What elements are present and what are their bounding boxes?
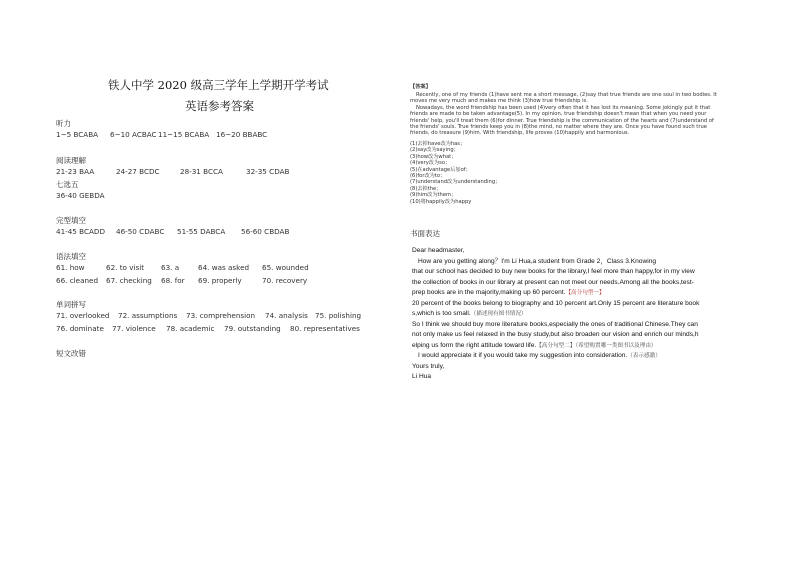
correction-answer: (3)how改为what； — [410, 153, 457, 160]
reading-answers — [56, 167, 356, 177]
spelling-row-1 — [56, 311, 366, 321]
essay-line: So I think we should buy more literature books,especially the ones of traditional Chinese.They can — [412, 320, 698, 328]
answer-group: 21-23 BAA — [56, 167, 95, 176]
grammar-row-1 — [56, 263, 356, 273]
answer-group: 36-40 GEBDA — [56, 191, 105, 200]
cloze-answers — [56, 227, 356, 237]
correction-answer: (7)understand改为understanding； — [410, 179, 501, 186]
correction-heading: 短文改错 — [56, 349, 86, 358]
essay-text: s,which is too small. — [412, 310, 471, 317]
spelling-answer: 78. academic — [166, 324, 215, 333]
essay-line: the collection of books in our library at present can not meet our needs.Among all the books,test- — [412, 278, 694, 286]
correction-answer: (5)在advantage后加of； — [410, 166, 471, 173]
spelling-row-2 — [56, 324, 366, 334]
spelling-answer: 74. analysis — [265, 311, 308, 320]
answer-group: 51-55 DABCA — [177, 227, 226, 236]
spelling-answer: 73. comprehension — [186, 311, 256, 320]
passage-line: friends are made to be taken advantage(5). In my opinion, true friendship doesn't mean that when you need your — [410, 111, 707, 118]
cloze-heading: 完型填空 — [56, 216, 86, 225]
passage-line: moves me very much and makes me think (3)how true friendship is. — [410, 98, 588, 105]
passage-line: Recently, one of my friends (1)have sent me a short message, (2)say that true friends are one soul in two bodies. It — [416, 92, 717, 98]
essay-line — [412, 309, 782, 320]
spelling-answer: 76. dominate — [56, 324, 104, 333]
essay-line: Li Hua — [412, 373, 432, 380]
correction-answer: (6)for改为to； — [410, 173, 446, 180]
grammar-answer: 61. how — [56, 263, 85, 272]
listening-answers — [56, 130, 356, 140]
answer-group: 1~5 BCABA — [56, 130, 99, 139]
essay-line — [412, 288, 782, 299]
passage-line: friends, do treasure (9)him. With friendship, life proves (10)happily and harmonious. — [410, 130, 630, 137]
spelling-answer: 80. representatives — [290, 324, 360, 333]
answer-group: 46-50 CDABC — [116, 227, 165, 236]
essay-line: Yours truly, — [412, 362, 445, 370]
grammar-answer: 63. a — [161, 263, 180, 272]
answer-group: 16~20 BBABC — [216, 130, 268, 139]
reading-heading: 阅读理解 — [56, 156, 86, 165]
correction-answer: (4)very改为so； — [410, 160, 451, 167]
essay-line — [412, 341, 782, 352]
spelling-answer: 71. overlooked — [56, 311, 110, 320]
grammar-answer: 62. to visit — [106, 263, 145, 272]
essay-line: not only make us feel relaxed in the busy study,but also broaden our vision and enrich our minds,h — [412, 331, 699, 338]
correction-answer: (9)him改为them； — [410, 192, 457, 199]
grammar-answer: 64. was asked — [198, 263, 250, 272]
passage-line: Nowadays, the word friendship has been used (4)very often that it has lost its meaning. Some jokingly put it that — [416, 104, 711, 111]
correction-answer: (10)将happily改为happy — [410, 198, 472, 205]
answer-group: 32-35 CDAB — [246, 167, 290, 176]
essay-line — [412, 351, 782, 362]
correction-answer: (1)去掉have改为has； — [410, 141, 466, 147]
essay — [412, 246, 782, 383]
answer-group: 11~15 BCABA — [158, 130, 210, 139]
grammar-answer: 65. wounded — [262, 263, 309, 272]
exam-title: 铁人中学 2020 级高三学年上学期开学考试 — [108, 78, 329, 92]
essay-line: 20 percent of the books belong to biography and 10 percent art.Only 15 percent are literature book — [412, 299, 700, 307]
essay-line: that our school has decided to buy new books for the library,I feel more than happy,for in my view — [412, 268, 695, 275]
grammar-answer: 67. checking — [106, 276, 152, 285]
essay-text: prep books are in the majority,making up 60 percent. — [412, 289, 566, 296]
spelling-answer: 72. assumptions — [118, 311, 178, 320]
grammar-answer: 68. for — [161, 276, 185, 285]
spelling-answer: 75. polishing — [315, 311, 362, 320]
grammar-answer: 66. cleaned — [56, 276, 99, 285]
passage-line: friends' help, you'll treat them (6)for dinner. True friendship is the communication of the hearts and (7)understand of — [410, 117, 714, 124]
essay-text: elping us form the right attitude toward life. — [412, 341, 537, 349]
correction-answer: (2)say改为saying； — [410, 147, 459, 154]
correction-passage — [410, 92, 760, 137]
answer-group: 56-60 CBDAB — [241, 227, 290, 236]
essay-line: How are you getting along？I'm Li Hua,a student from Grade 2，Class 3.Knowing — [418, 257, 657, 265]
grammar-answer: 69. properly — [198, 276, 242, 285]
essay-line: Dear headmaster, — [412, 247, 465, 254]
spelling-answer: 79. outstanding — [224, 324, 281, 333]
correction-answer: (8)去掉the； — [410, 185, 442, 192]
answer-group: 41-45 BCADD — [56, 227, 105, 236]
grammar-heading: 语法填空 — [56, 252, 86, 261]
writing-heading: 书面表达 — [410, 229, 440, 238]
high-score-note: 【高分句型一】 — [565, 290, 605, 296]
essay-text: I would appreciate it if you would take my suggestion into consideration. — [418, 352, 628, 359]
spelling-answer: 77. violence — [112, 324, 156, 333]
seven-choose-five-heading: 七选五 — [56, 180, 79, 189]
grammar-answer: 70. recovery — [262, 276, 308, 285]
grammar-row-2 — [56, 276, 356, 286]
spelling-heading: 单词拼写 — [56, 300, 86, 309]
annotation-note: （表示感激） — [627, 353, 661, 359]
passage-line: the friends' souls. True friends keep you in (8)the mind, no matter where they are. Once you have found such true — [410, 124, 707, 131]
answer-key-title: 英语参考答案 — [185, 99, 254, 113]
correction-answers — [410, 141, 610, 205]
passage-tag: 【答案】 — [410, 84, 431, 90]
listening-heading: 听力 — [56, 119, 71, 128]
annotation-note: （描述现有图书情况） — [470, 311, 527, 317]
answer-group: 6~10 ACBAC — [110, 130, 157, 139]
answer-group: 24-27 BCDC — [116, 167, 160, 176]
high-score-note: 【高分句型二】（希望购置哪一类图书以及理由） — [536, 342, 657, 349]
answer-group: 28-31 BCCA — [180, 167, 223, 176]
